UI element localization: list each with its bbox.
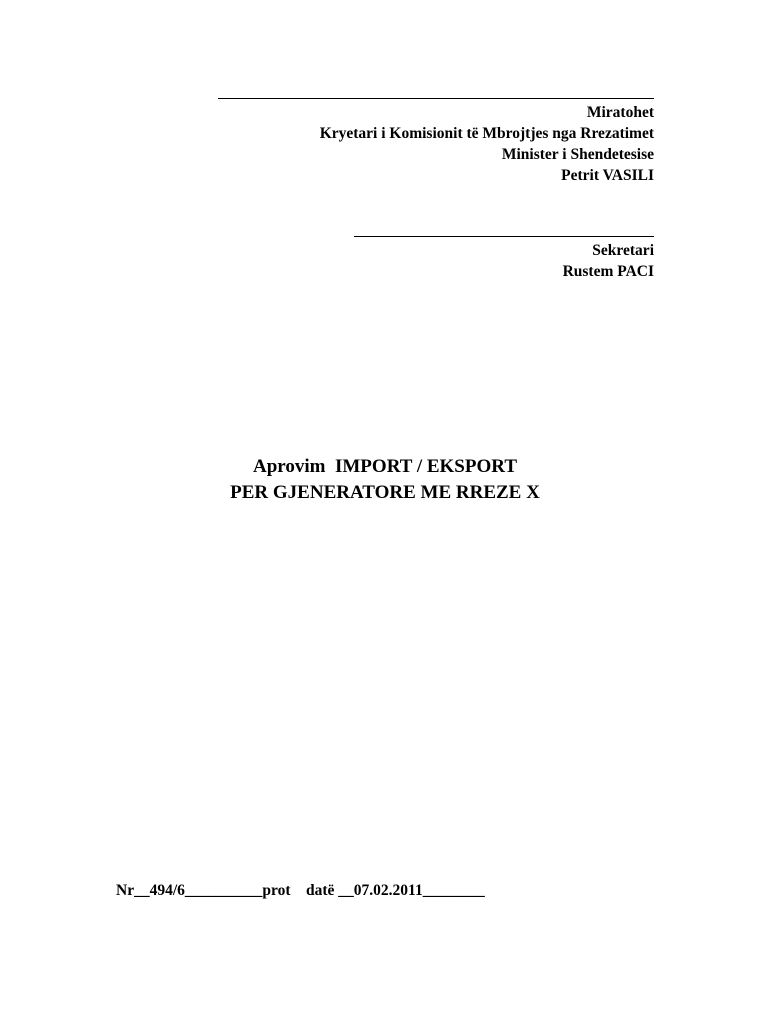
secretary-name: Rustem PACI xyxy=(562,263,654,280)
secretary-block xyxy=(174,222,654,282)
secretary-title: Sekretari xyxy=(592,242,654,259)
approval-signature-line xyxy=(218,98,654,99)
document-title xyxy=(0,454,770,506)
approval-block xyxy=(174,84,654,186)
secretary-signature-line xyxy=(354,236,654,237)
document-title-line-1: Aprovim IMPORT / EKSPORT xyxy=(253,456,517,477)
approval-status: Miratohet xyxy=(586,104,654,121)
reference-number-date: Nr__494/6__________prot datë __07.02.2011________ xyxy=(116,882,485,899)
approver-name: Petrit VASILI xyxy=(561,167,654,184)
chair-title: Kryetari i Komisionit të Mbrojtjes nga Rrezatimet xyxy=(319,125,654,142)
document-title-line-2: PER GJENERATORE ME RREZE X xyxy=(230,482,540,503)
minister-title: Minister i Shendetesise xyxy=(501,146,654,163)
